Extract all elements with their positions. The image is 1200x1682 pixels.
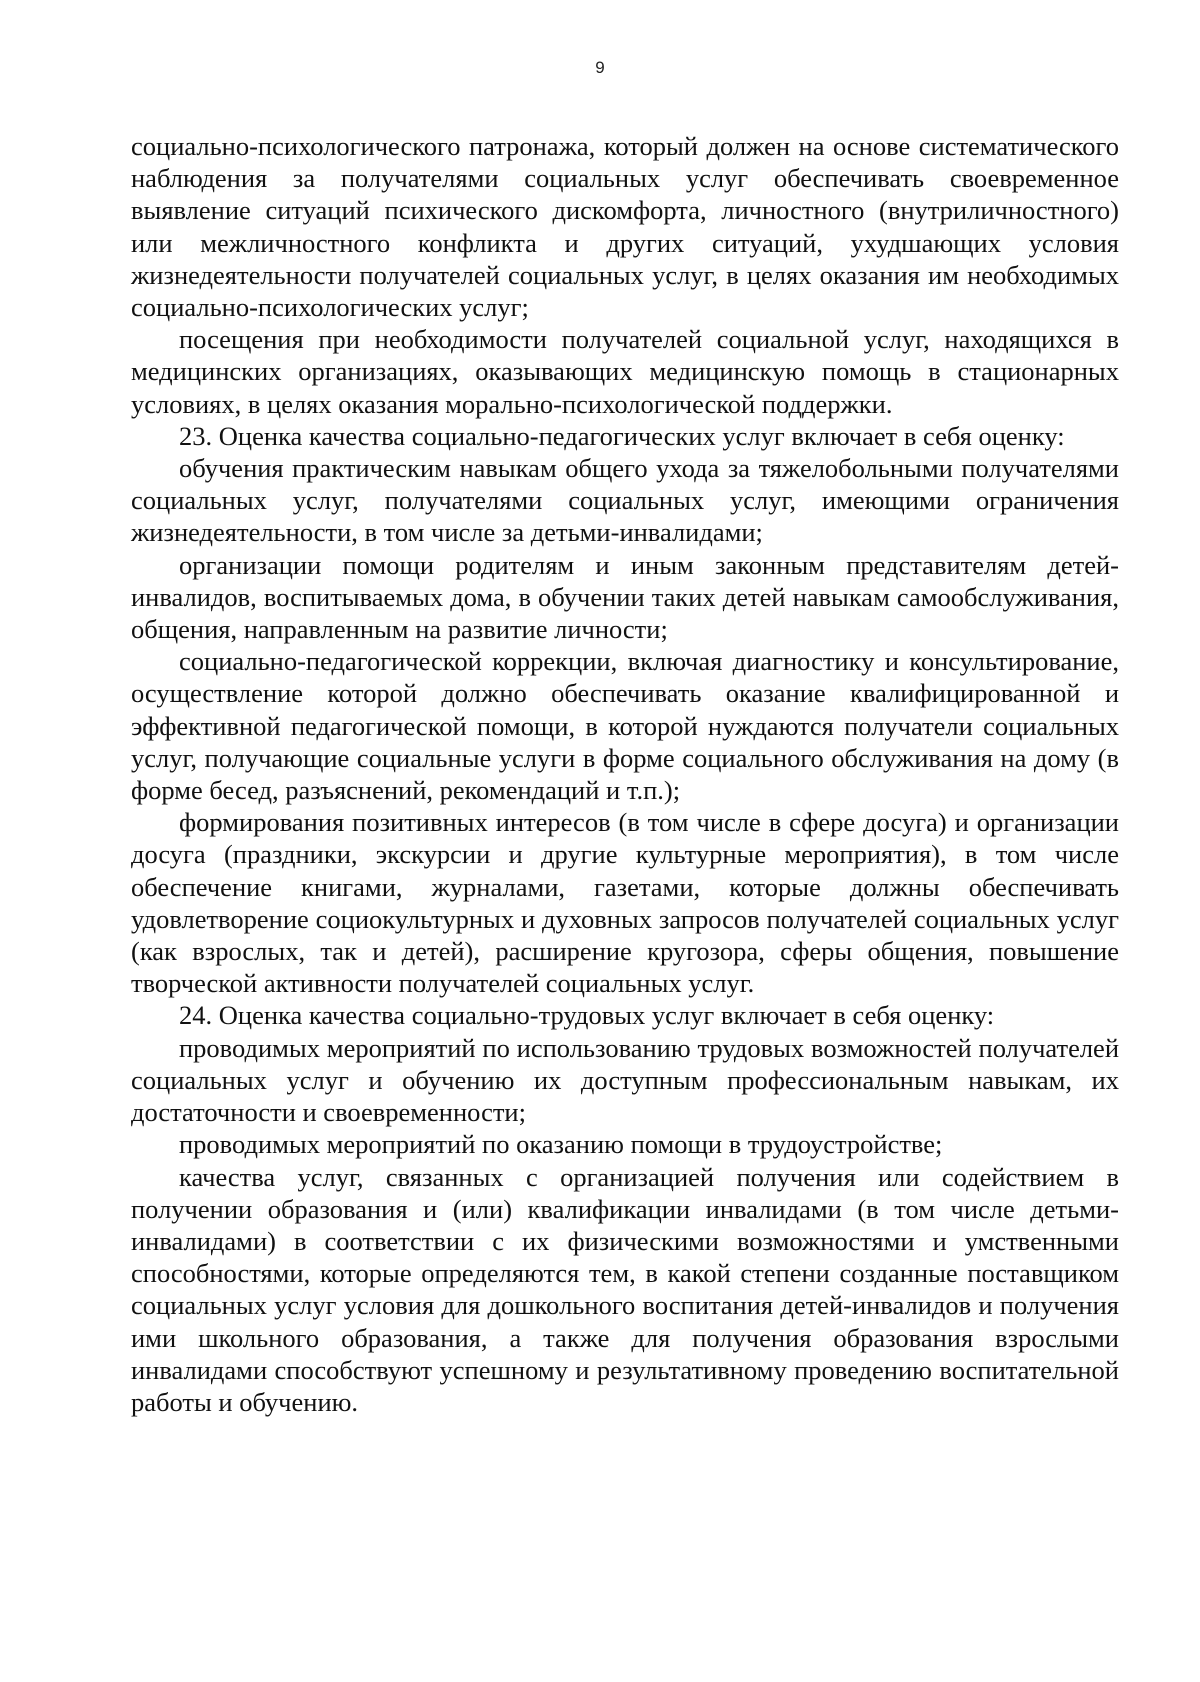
page-number: 9 — [595, 58, 605, 77]
paragraph-hospital-visits: посещения при необходимости получателей социальной услуг, находящихся в медицинских организациях, оказывающих медицинскую помощь в стационарных условиях, в целях оказания морально-психологической поддержки. — [131, 324, 1119, 419]
paragraph-care-skills-training: обучения практическим навыкам общего ухода за тяжелобольными получателями социальных услуг, получателями социальных услуг, имеющими ограничения жизнедеятельности, в том числе за детьми-инвалидами; — [131, 453, 1119, 548]
paragraph-leisure-interests: формирования позитивных интересов (в том числе в сфере досуга) и организации досуга (праздники, экскурсии и другие культурные мероприятия), в том числе обеспечение книгами, журналами, газетами, которые должны обеспечивать удовлетворение социокультурных и духовных запросов получателей социальных услуг (как взрослых, так и детей), расширение кругозора, сферы общения, повышение творческой активности получателей социальных услуг. — [131, 807, 1119, 999]
document-body — [131, 130, 1119, 1418]
paragraph-parent-assistance: организации помощи родителям и иным законным представителям детей-инвалидов, воспитываемых дома, в обучении таких детей навыкам самообслуживания, общения, направленным на развитие личности; — [131, 549, 1119, 645]
paragraph-education-quality: качества услуг, связанных с организацией получения или содействием в получении образования и (или) квалификации инвалидами (в том числе детьми-инвалидами) в соответствии с их физическими возможностями и умственными способностями, которые определяются тем, в какой степени созданные поставщиком социальных услуг условия для дошкольного воспитания детей-инвалидов и получения ими школьного образования, а также для получения образования взрослыми инвалидами способствуют успешному и результативному проведению воспитательной работы и обучению. — [131, 1161, 1119, 1417]
paragraph-item-23-heading: 23. Оценка качества социально-педагогических услуг включает в себя оценку: — [179, 420, 1065, 451]
paragraph-item-24-heading: 24. Оценка качества социально-трудовых услуг включает в себя оценку: — [179, 1000, 995, 1031]
paragraph-psych-patronage: социально-психологического патронажа, который должен на основе систематического наблюдения за получателями социальных услуг обеспечивать своевременное выявление ситуаций психического дискомфорта, личностного (внутриличностного) или межличностного конфликта и других ситуаций, ухудшающих условия жизнедеятельности получателей социальных услуг, в целях оказания им необходимых социально-психологических услуг; — [131, 131, 1119, 323]
paragraph-employment-assistance: проводимых мероприятий по оказанию помощи в трудоустройстве; — [179, 1129, 943, 1160]
paragraph-labor-measures: проводимых мероприятий по использованию трудовых возможностей получателей социальных услуг и обучению их доступным профессиональным навыкам, их достаточности и своевременности; — [131, 1032, 1119, 1128]
paragraph-pedagogical-correction: социально-педагогической коррекции, включая диагностику и консультирование, осуществление которой должно обеспечивать оказание квалифицированной и эффективной педагогической помощи, в которой нуждаются получатели социальных услуг, получающие социальные услуги в форме социального обслуживания на дому (в форме бесед, разъяснений, рекомендаций и т.п.); — [131, 646, 1119, 806]
